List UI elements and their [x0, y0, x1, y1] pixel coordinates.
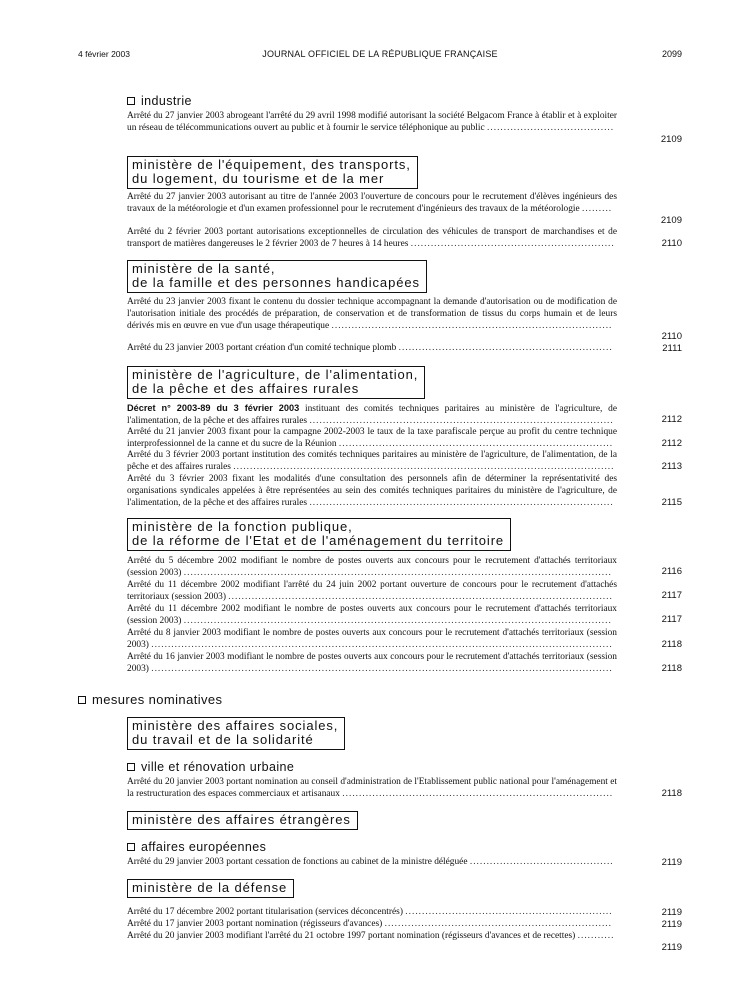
ministry-box-fonction-publique: ministère de la fonction publique, de la réforme de l'Etat et de l'aménagement du territoire: [127, 518, 511, 551]
leader-dots: ..........................................................................................................................................: [151, 663, 613, 674]
header-date: 4 février 2003: [78, 49, 130, 59]
entry-page-number: 2116: [661, 566, 682, 577]
header-title: JOURNAL OFFICIEL DE LA RÉPUBLIQUE FRANÇAISE: [262, 49, 498, 59]
leader-dots: ...........................................................................................: [309, 415, 614, 426]
entry-page-number: 2118: [661, 663, 682, 674]
entry[interactable]: Arrêté du 20 janvier 2003 portant nomination au conseil d'administration de l'Etablissement public national pour l'aménagement et la restructuration des espaces commerciaux et artisanaux .................................................................................: [127, 777, 617, 799]
leader-dots: ...................................................................................................................: [228, 591, 613, 602]
leader-dots: .........: [582, 203, 613, 214]
entry[interactable]: Arrêté du 5 décembre 2002 modifiant le nombre de postes ouverts aux concours pour le recrutement d'attachés territoriaux (session 2003) ................................................................................................................................: [127, 556, 617, 578]
entry[interactable]: Arrêté du 17 décembre 2002 portant titularisation (services déconcentrés) ..............................................................: [127, 907, 613, 917]
leader-dots: ......................................: [487, 122, 615, 133]
entry-page-number: 2117: [661, 590, 682, 601]
leader-dots: ..................................................................................................................: [233, 461, 615, 472]
ministry-box-equipement: ministère de l'équipement, des transports, du logement, du tourisme et de la mer: [127, 156, 418, 189]
leader-dots: ...........: [577, 931, 615, 941]
leader-dots: .............................................................: [410, 238, 615, 249]
entry[interactable]: Arrêté du 23 janvier 2003 portant création d'un comité technique plomb ................................................................: [127, 343, 613, 353]
leader-dots: ..............................................................: [405, 907, 613, 917]
leader-dots: ..........................................................................................................................................: [151, 639, 613, 650]
subsection-heading-ville: ville et rénovation urbaine: [127, 760, 294, 774]
leader-dots: ................................................................................................................................: [183, 567, 612, 578]
entry-page-number: 2119: [661, 919, 682, 930]
entry[interactable]: Arrêté du 27 janvier 2003 abrogeant l'arrêté du 29 avril 1998 modifié autorisant la société Belgacom France à établir et à exploiter un réseau de télécommunications ouvert au public et à fournir le service téléphonique au public ......................................: [127, 111, 617, 133]
entry-page-number: 2118: [661, 788, 682, 799]
section-heading-mesures-nominatives: mesures nominatives: [78, 692, 222, 707]
ministry-box-defense: ministère de la défense: [127, 879, 294, 898]
entry-page-number: 2110: [661, 331, 682, 342]
square-bullet-icon: [127, 97, 135, 105]
entry-page-number: 2109: [660, 134, 682, 145]
entry[interactable]: Arrêté du 23 janvier 2003 fixant le contenu du dossier technique accompagnant la demande d'autorisation ou de modification de l'autorisation initiale des procédés de préparation, de conservation et de transformation de tissus du corps humain et de leurs dérivés mis en œuvre en vue d'un usage thérapeutique ....................................................................................: [127, 297, 617, 331]
entry[interactable]: Arrêté du 11 décembre 2002 modifiant le nombre de postes ouverts aux concours pour le recrutement d'attachés territoriaux (session 2003) ................................................................................................................................: [127, 604, 617, 626]
ministry-box-sante: ministère de la santé, de la famille et des personnes handicapées: [127, 260, 427, 293]
entry[interactable]: Arrêté du 29 janvier 2003 portant cessation de fonctions au cabinet de la ministre déléguée ...........................................: [127, 857, 614, 867]
header-page-number: 2099: [661, 49, 682, 59]
entry-page-number: 2119: [661, 942, 682, 953]
entry-page-number: 2112: [661, 414, 682, 425]
leader-dots: ...........................................................................................: [309, 497, 614, 508]
leader-dots: .................................................................................: [342, 788, 614, 799]
ministry-box-agriculture: ministère de l'agriculture, de l'alimentation, de la pêche et des affaires rurales: [127, 366, 425, 399]
entry-page-number: 2110: [661, 238, 682, 249]
entry[interactable]: Arrêté du 2 février 2003 portant autorisations exceptionnelles de circulation des véhicules de transport de marchandises et de transport de matières dangereuses le 2 février 2003 de 7 heures à 14 heures .............................................................: [127, 227, 617, 249]
square-bullet-icon: [78, 696, 86, 704]
entry[interactable]: Arrêté du 11 décembre 2002 modifiant l'arrêté du 24 juin 2002 portant ouverture de concours pour le recrutement d'attachés territoriaux (session 2003) ...................................................................................................................: [127, 580, 617, 602]
entry[interactable]: Arrêté du 3 février 2003 fixant les modalités d'une consultation des personnels afin de déterminer la représentativité des organisations syndicales appelées à être représentées au sein des comités techniques paritaires du ministère de l'agriculture, de l'alimentation, de la pêche et des affaires rurales ...........................................................................................: [127, 474, 617, 508]
square-bullet-icon: [127, 763, 135, 771]
entry-page-number: 2119: [661, 857, 682, 868]
leader-dots: ....................................................................: [384, 919, 612, 929]
square-bullet-icon: [127, 843, 135, 851]
entry[interactable]: Arrêté du 20 janvier 2003 modifiant l'arrêté du 21 octobre 1997 portant nomination (régisseurs d'avances et de recettes) ...........: [127, 931, 615, 941]
entry[interactable]: Arrêté du 21 janvier 2003 fixant pour la campagne 2002-2003 le taux de la taxe parafiscale perçue au profit du centre technique interprofessionnel de la canne et du sucre de la Réunion ..................................................................................: [127, 427, 617, 449]
subsection-heading-affaires-europeennes: affaires européennes: [127, 840, 266, 854]
leader-dots: ..................................................................................: [338, 438, 614, 449]
entry-page-number: 2113: [661, 461, 682, 472]
running-header: [78, 49, 682, 61]
leader-dots: ................................................................: [398, 343, 613, 353]
ministry-box-affaires-etrangeres: ministère des affaires étrangères: [127, 811, 358, 830]
entry-page-number: 2118: [661, 639, 682, 650]
entry[interactable]: Arrêté du 8 janvier 2003 modifiant le nombre de postes ouverts aux concours pour le recrutement d'attachés territoriaux (session 2003) ..........................................................................................................................................: [127, 628, 617, 650]
entry-page-number: 2109: [660, 215, 682, 226]
ministry-box-affaires-sociales: ministère des affaires sociales, du travail et de la solidarité: [127, 717, 345, 750]
entry[interactable]: Décret n° 2003-89 du 3 février 2003 instituant des comités techniques paritaires au ministère de l'agriculture, de l'alimentation, de la pêche et des affaires rurales ...........................................................................................: [127, 403, 617, 426]
entry[interactable]: Arrêté du 27 janvier 2003 autorisant au titre de l'année 2003 l'ouverture de concours pour le recrutement d'élèves ingénieurs des travaux de la météorologie et d'un examen professionnel pour le recrutement d'ingénieurs des travaux de la météorologie .........: [127, 192, 617, 214]
entry-page-number: 2119: [661, 907, 682, 918]
entry-page-number: 2115: [661, 497, 682, 508]
leader-dots: ................................................................................................................................: [183, 615, 612, 626]
entry-page-number: 2112: [661, 438, 682, 449]
entry-page-number: 2117: [661, 614, 682, 625]
leader-dots: ...........................................: [469, 857, 614, 867]
entry-page-number: 2111: [662, 343, 682, 354]
subsection-heading-industrie: industrie: [127, 94, 192, 108]
entry[interactable]: Arrêté du 16 janvier 2003 modifiant le nombre de postes ouverts aux concours pour le recrutement d'attachés territoriaux (session 2003) ..........................................................................................................................................: [127, 652, 617, 674]
leader-dots: ....................................................................................: [331, 320, 613, 331]
entry[interactable]: Arrêté du 3 février 2003 portant institution des comités techniques paritaires au ministère de l'agriculture, de l'alimentation, de la pêche et des affaires rurales ..................................................................................................................: [127, 450, 617, 472]
entry[interactable]: Arrêté du 17 janvier 2003 portant nomination (régisseurs d'avances) ....................................................................: [127, 919, 612, 929]
